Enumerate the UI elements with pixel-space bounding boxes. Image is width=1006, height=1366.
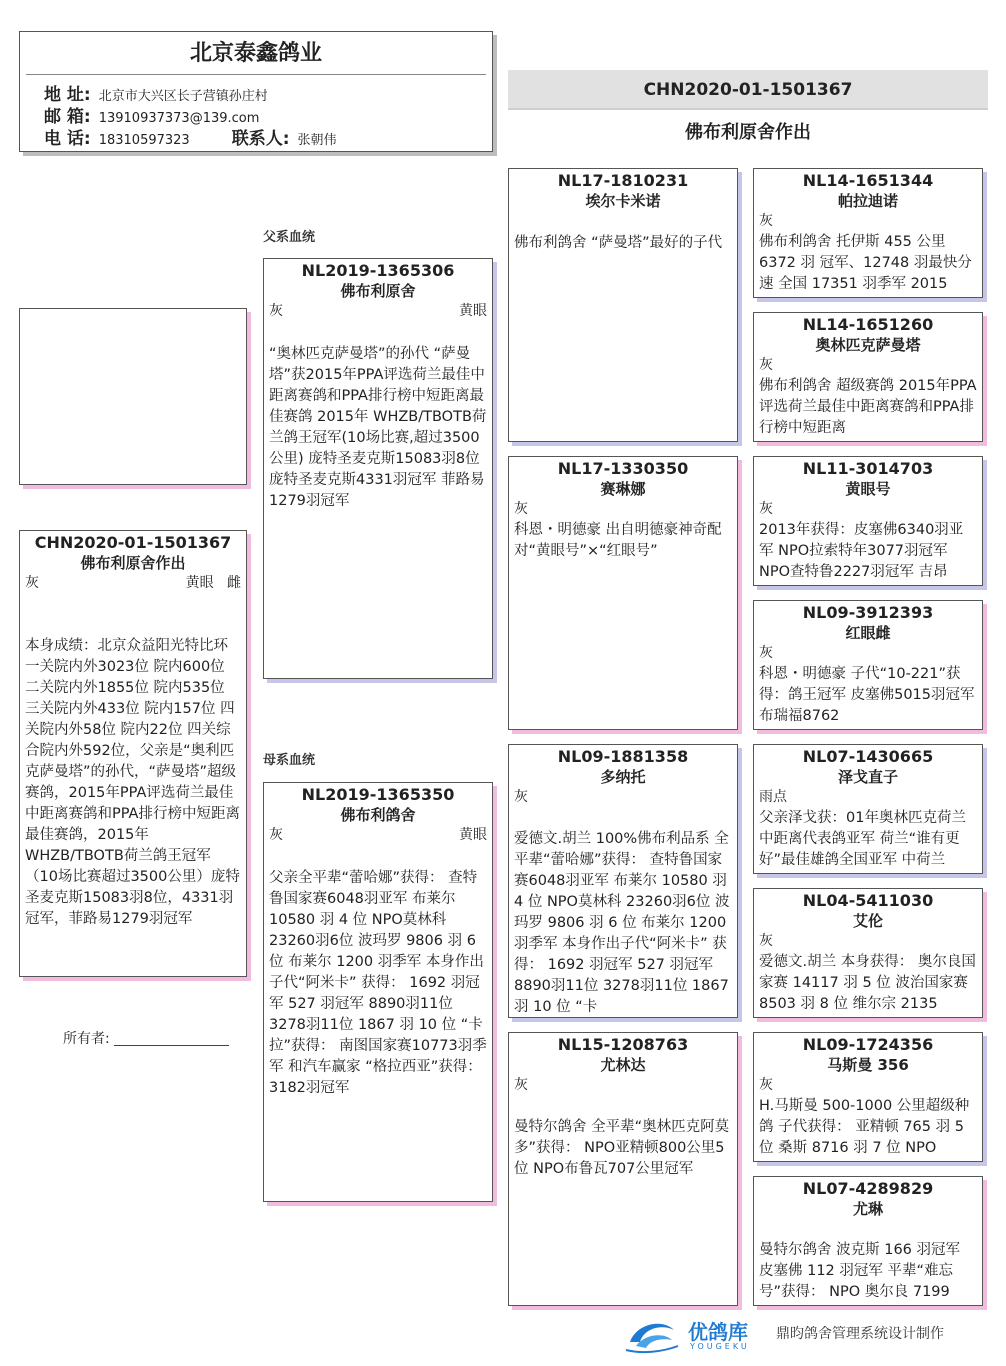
email-value: 13910937373@139.com (98, 111, 260, 126)
footer (622, 1312, 982, 1356)
attributes-row (754, 787, 982, 808)
pigeon-name: 多纳托 (600, 768, 646, 786)
pigeon-name: 奥林匹克萨曼塔 (815, 336, 921, 354)
color: 灰 (514, 501, 528, 517)
description: 本身成绩：北京众益阳光特比环一关院内外3023位 院内600位 二关院内外1855位 院内535位 三关院内外433位 院内157位 四关院内外58位 院内22位 四关综合院内外592位，父亲是“奥利匹克萨曼塔”的孙代，“萨曼塔”超级赛鸽，2015年PPA评选荷兰最佳中距离赛鸽和PPA排行榜中短距离最佳赛鸽，2015年WHZB/TBOTB荷兰鸽王冠军（10场比赛超过3500公里）庞特圣麦克斯15083羽8位，4331羽冠军，菲路易1279羽冠军 (25, 638, 240, 927)
sss-card (753, 168, 983, 298)
ssd-card (753, 312, 983, 442)
eye: 黄眼 (185, 575, 214, 591)
brand-name: 优鸽库 (688, 1320, 748, 1344)
color: 灰 (269, 303, 283, 319)
pigeon-name: 尤琳 (852, 1200, 883, 1218)
color: 灰 (759, 213, 773, 229)
pigeon-name: 黄眼号 (845, 480, 891, 498)
eye: 黄眼 (459, 827, 487, 843)
color: 灰 (759, 933, 773, 949)
attributes-row (509, 499, 737, 520)
contact-label: 联系人: (231, 129, 290, 149)
dam-card (263, 782, 493, 1202)
company-name: 北京泰鑫鸽业 (189, 41, 322, 66)
dam-sire-card (508, 744, 738, 1018)
description: 父亲泽戈获：01年奥林匹克荷兰中距离代表鸽亚军 荷兰“谁有更好”最佳雄鸽全国亚军 中荷兰 (759, 810, 966, 868)
company-info-box (19, 31, 493, 152)
phone-value: 18310597323 (98, 133, 190, 148)
dam-dam-card (508, 1032, 738, 1306)
address-row (44, 84, 268, 106)
pigeon-name: 佛布利原舍 (340, 282, 416, 300)
ring-number: NL14-1651344 (802, 171, 934, 190)
pigeon-name: 帕拉迪诺 (837, 192, 898, 210)
sire-card (263, 258, 493, 679)
divider (26, 74, 486, 75)
description: 父亲全平辈“蕾哈娜”获得： 查特鲁国家赛6048羽亚军 布莱尔 10580 羽 4 位 NPO莫林科 23260羽6位 波玛罗 9806 羽 6 位 布莱尔 1200 羽季军 本身作出子代“阿米卡” 获得： 1692 羽冠军 527 羽冠军 8890羽11位 3278羽11位 1867 羽 10 位 “卡拉”获得： 南图国家赛10773羽季军 和汽车赢家 “格拉西亚”获得： 3182羽冠军 (269, 870, 487, 1096)
description: 佛布利鸽舍 托伊斯 455 公里 6372 羽 冠军、12748 羽最快分速 全国 17351 羽季军 2015 (759, 234, 972, 292)
description: 佛布利鸽舍 超级赛鸽 2015年PPA评选荷兰最佳中距离赛鸽和PPA排行榜中短距离 (759, 378, 977, 436)
phone-label: 电 话: (44, 129, 91, 149)
color: 雨点 (759, 789, 787, 805)
color: 灰 (759, 645, 773, 661)
attributes-row (509, 787, 737, 808)
ring-number: NL07-1430665 (802, 747, 934, 766)
ring-number: NL11-3014703 (802, 459, 934, 478)
address-value: 北京市大兴区长子营镇孙庄村 (98, 89, 268, 104)
sex: 雌 (227, 575, 241, 591)
color: 灰 (514, 1077, 528, 1093)
ring-number: NL14-1651260 (802, 315, 934, 334)
ddd-card (753, 1176, 983, 1306)
contact-value: 张朝伟 (297, 133, 337, 148)
description: 科恩・明德豪 子代“10-221”获得：鸽王冠军 皮塞佛5015羽冠军 布瑞福8762 (759, 666, 975, 724)
color: 灰 (25, 575, 39, 591)
pigeon-name: 马斯曼 356 (827, 1056, 909, 1074)
color: 灰 (759, 1077, 773, 1093)
address-label: 地 址: (44, 85, 91, 105)
ring-number: NL2019-1365306 (301, 261, 455, 280)
ring-number: NL04-5411030 (802, 891, 934, 910)
description: 2013年获得：皮塞佛6340羽亚军 NPO拉索特年3077羽冠军 NPO查特鲁2227羽冠军 吉昂 (759, 522, 964, 580)
ring-number: NL09-1724356 (802, 1035, 934, 1054)
ring-number: CHN2020-01-1501367 (34, 533, 232, 552)
ring-number: NL09-3912393 (802, 603, 934, 622)
dss-card (753, 744, 983, 874)
brand-name-en: YOUGEKU (690, 1342, 750, 1351)
pigeon-name: 佛布利鸽舍 (340, 806, 416, 824)
color: 灰 (269, 827, 283, 843)
attributes-row (754, 1075, 982, 1096)
pigeon-name: 埃尔卡米诺 (585, 192, 661, 210)
dds-card (753, 1032, 983, 1162)
description: 爱德文.胡兰 100%佛布利品系 全平辈“蕾哈娜”获得： 查特鲁国家赛6048羽亚军 布莱尔 10580 羽 4 位 NPO莫林科 23260羽6位 波玛罗 9806 羽 6 位 布莱尔 1200 羽季军 本身作出子代“阿米卡” 获得： 1692 羽冠军 527 羽冠军 8890羽11位 3278羽11位 1867 羽 10 位 “卡 (514, 831, 730, 1015)
attributes-row (264, 301, 492, 322)
eye: 黄眼 (459, 303, 487, 319)
pigeon-name: 佛布利原舍作出 (80, 554, 186, 572)
subject-card (19, 530, 247, 977)
attributes-row (264, 825, 492, 846)
pigeon-name: 红眼雌 (845, 624, 891, 642)
ring-number: NL17-1810231 (557, 171, 689, 190)
sire-line-label: 父系血统 (263, 230, 316, 245)
attributes-row (754, 211, 982, 232)
sds-card (753, 456, 983, 586)
email-row (44, 106, 259, 128)
attributes-row (754, 499, 982, 520)
pigeon-photo-placeholder (19, 308, 247, 485)
ring-number: NL17-1330350 (557, 459, 689, 478)
pigeon-name: 泽戈直子 (837, 768, 898, 786)
attributes-row (754, 931, 982, 952)
description: 曼特尔鸽舍 全平辈“奥林匹克阿莫多”获得： NPO亚精顿800公里5位 NPO布鲁瓦707公里冠军 (514, 1119, 730, 1177)
footer-credit: 鼎昀鸽舍管理系统设计制作 (776, 1326, 944, 1342)
ring-number: NL07-4289829 (802, 1179, 934, 1198)
pedigree-banner-ring: CHN2020-01-1501367 (508, 70, 988, 110)
description: 佛布利鸽舍 “萨曼塔”最好的子代 (514, 235, 723, 251)
sdd-card (753, 600, 983, 730)
owner-field (63, 1028, 229, 1048)
owner-label: 所有者: (63, 1031, 110, 1047)
description: H.马斯曼 500-1000 公里超级种鸽 子代获得： 亚精顿 765 羽 5 位 桑斯 8716 羽 7 位 NPO (759, 1098, 970, 1156)
description: 科恩・明德豪 出自明德豪神奇配对“黄眼号”×“红眼号” (514, 522, 722, 559)
ring-number: NL09-1881358 (557, 747, 689, 766)
phone-row (44, 128, 337, 150)
dsd-card (753, 888, 983, 1018)
color: 灰 (759, 357, 773, 373)
email-label: 邮 箱: (44, 107, 91, 127)
pigeon-name: 艾伦 (852, 912, 883, 930)
brand-logo-icon (622, 1312, 682, 1356)
dam-line-label: 母系血统 (263, 753, 316, 768)
ring-number: NL2019-1365350 (301, 785, 455, 804)
eye-sex (186, 573, 241, 594)
attributes-row (754, 643, 982, 664)
attributes-row (754, 355, 982, 376)
description: 爱德文.胡兰 本身获得： 奥尔良国家赛 14117 羽 5 位 波治国家赛 8503 羽 8 位 维尔宗 2135 (759, 954, 976, 1012)
pigeon-name: 尤林达 (600, 1056, 646, 1074)
color: 灰 (514, 789, 528, 805)
pedigree-banner-subtitle: 佛布利原舍作出 (685, 122, 811, 143)
pigeon-name: 赛琳娜 (600, 480, 646, 498)
attributes-row (509, 1075, 737, 1096)
sire-dam-card (508, 456, 738, 730)
description: 曼特尔鸽舍 波克斯 166 羽冠军 皮塞佛 112 羽冠军 平辈“难忘号”获得： NPO 奥尔良 7199 (759, 1242, 961, 1300)
attributes-row (20, 573, 246, 594)
ring-number: NL15-1208763 (557, 1035, 689, 1054)
sire-sire-card (508, 168, 738, 442)
owner-blank-line (114, 1045, 229, 1046)
description: “奥林匹克萨曼塔”的孙代 “萨曼塔”获2015年PPA评选荷兰最佳中距离赛鸽和PPA排行榜中短距离最佳赛鸽 2015年 WHZB/TBOTB荷兰鸽王冠军(10场比赛,超过3500公里) 庞特圣麦克斯15083羽8位 庞特圣麦克斯4331羽冠军 菲路易1279羽冠军 (269, 346, 487, 509)
color: 灰 (759, 501, 773, 517)
